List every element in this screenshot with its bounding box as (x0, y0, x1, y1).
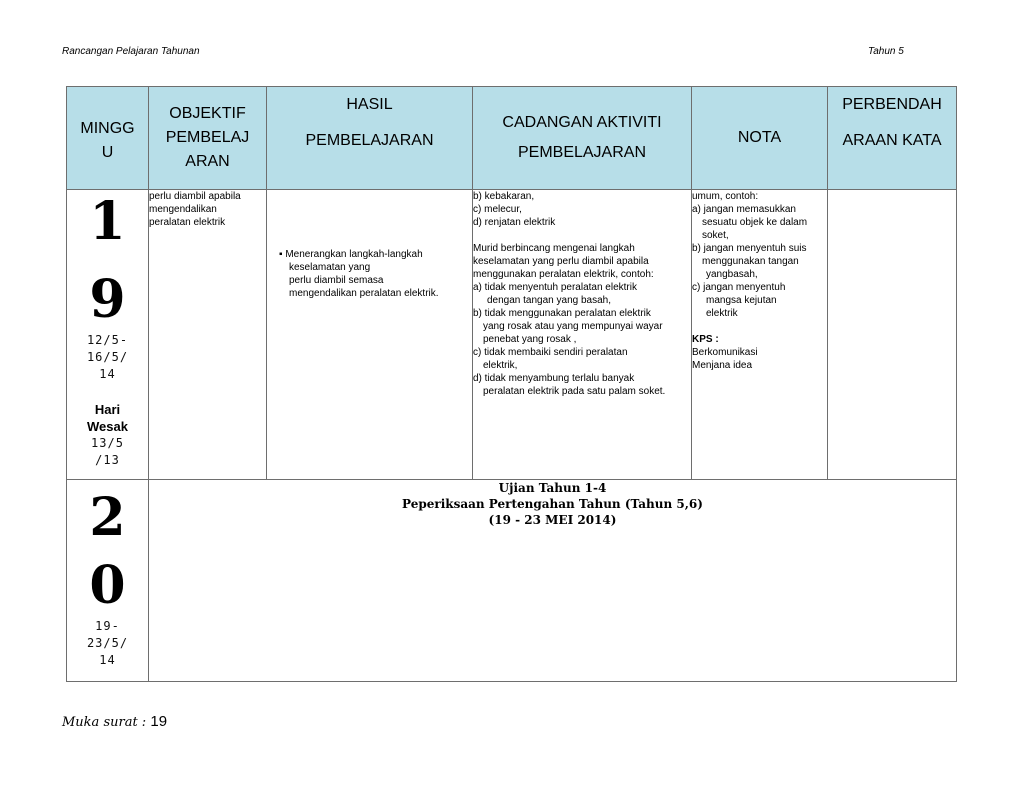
header-minggu-line2: U (101, 144, 114, 161)
exam-title: Ujian Tahun 1-4 (498, 481, 607, 495)
objektif-line: perlu diambil apabila (149, 191, 241, 202)
header-cadangan-line2: PEMBELAJARAN (517, 144, 647, 161)
week-19-digit-1: 1 (89, 191, 126, 252)
week-19-cell (67, 190, 149, 480)
header-hasil-line2: PEMBELAJARAN (305, 132, 434, 149)
kps-label: KPS : (692, 334, 719, 345)
header-cadangan (473, 87, 692, 190)
holiday-date-line1: 13/5 (91, 436, 124, 450)
nota-line: c) jangan menyentuh (692, 282, 786, 293)
header-perbendaharaan-line1: PERBENDAH (842, 96, 942, 113)
week-19-date-line2: 16/5/ (86, 350, 129, 364)
nota-line: a) jangan memasukkan (692, 204, 796, 215)
week-20-digit-2: 0 (89, 555, 126, 616)
cadangan-line: yang rosak atau yang mempunyai wayar (483, 321, 663, 332)
header-perbendaharaan (828, 87, 957, 190)
nota-cell (692, 190, 828, 480)
cadangan-line: penebat yang rosak , (483, 334, 577, 345)
nota-line: yangbasah, (706, 269, 758, 280)
page-number: 19 (150, 713, 168, 730)
header-minggu (67, 87, 149, 190)
header-hasil (267, 87, 473, 190)
nota-line: soket, (702, 230, 729, 241)
cadangan-line: d) renjatan elektrik (473, 217, 556, 228)
page-footer (62, 713, 167, 730)
nota-line: elektrik (706, 308, 738, 319)
holiday-label-line1: Hari (94, 402, 121, 417)
cadangan-line: c) tidak membaiki sendiri peralatan (473, 347, 628, 358)
week-20-cell (67, 480, 149, 682)
week-20-date-line3: 14 (99, 653, 116, 667)
cadangan-line: dengan tangan yang basah, (487, 295, 611, 306)
table-header-row (67, 87, 957, 190)
cadangan-line: d) tidak menyambung terlalu banyak (473, 373, 635, 384)
week-19-date-line3: 14 (99, 367, 116, 381)
nota-line: mangsa kejutan (706, 295, 777, 306)
page-number-label: Muka surat : (62, 715, 147, 730)
cadangan-line: menggunakan peralatan elektrik, contoh: (473, 269, 654, 280)
header-objektif-line3: ARAN (185, 153, 230, 170)
cadangan-line: peralatan elektrik pada satu palam soket. (483, 386, 666, 397)
week-19-digit-2: 9 (89, 269, 126, 330)
kps-item: Berkomunikasi (692, 347, 758, 358)
cadangan-line: Murid berbincang mengenai langkah (473, 243, 635, 254)
cadangan-line: a) tidak menyentuh peralatan elektrik (473, 282, 637, 293)
document-header-title: Rancangan Pelajaran Tahunan (62, 46, 200, 57)
nota-line: menggunakan tangan (702, 256, 799, 267)
exam-notice-cell (149, 480, 957, 682)
header-perbendaharaan-line2: ARAAN KATA (842, 132, 942, 149)
header-objektif-line2: PEMBELAJ (165, 129, 250, 146)
hasil-line: mengendalikan peralatan elektrik. (289, 288, 439, 299)
cadangan-line: b) kebakaran, (473, 191, 535, 202)
week-20-date-line1: 19- (95, 619, 120, 633)
objektif-line: peralatan elektrik (149, 217, 226, 228)
hasil-line: ▪ Menerangkan langkah-langkah (279, 249, 423, 260)
hasil-line: perlu diambil semasa (289, 275, 384, 286)
spacer (692, 320, 827, 333)
nota-line: b) jangan menyentuh suis (692, 243, 807, 254)
week-20-digit-1: 2 (89, 487, 126, 548)
spacer (473, 229, 691, 242)
hasil-line: keselamatan yang (289, 262, 371, 273)
document-header-year: Tahun 5 (868, 46, 904, 57)
header-objektif-line1: OBJEKTIF (169, 105, 246, 122)
cadangan-line: keselamatan yang perlu diambil apabila (473, 256, 649, 267)
perbendaharaan-cell (828, 190, 957, 480)
table-row-week-19 (67, 190, 957, 480)
cadangan-cell (473, 190, 692, 480)
cadangan-line: c) melecur, (473, 204, 522, 215)
hasil-cell (267, 190, 473, 480)
header-hasil-line1: HASIL (346, 96, 393, 113)
exam-dates: (19 - 23 MEI 2014) (488, 513, 617, 527)
nota-line: sesuatu objek ke dalam (702, 217, 808, 228)
exam-subtitle: Peperiksaan Pertengahan Tahun (Tahun 5,6) (402, 497, 703, 511)
week-19-date-line1: 12/5- (86, 333, 129, 347)
holiday-label-line2: Wesak (87, 419, 128, 434)
objektif-line: mengendalikan (149, 204, 217, 215)
cadangan-line: b) tidak menggunakan peralatan elektrik (473, 308, 651, 319)
table-row-week-20 (67, 480, 957, 682)
nota-line: umum, contoh: (692, 191, 759, 202)
week-20-date-line2: 23/5/ (86, 636, 129, 650)
kps-item: Menjana idea (692, 360, 753, 371)
header-nota: NOTA (692, 87, 828, 190)
header-objektif (149, 87, 267, 190)
holiday-date-line2: /13 (95, 453, 120, 467)
header-minggu-line1: MINGG (80, 120, 135, 137)
objektif-cell (149, 190, 267, 480)
lesson-plan-table (66, 86, 957, 682)
cadangan-line: elektrik, (483, 360, 518, 371)
nota-list (692, 190, 827, 320)
header-cadangan-line1: CADANGAN AKTIVITI (502, 114, 662, 131)
cadangan-main-list (473, 242, 691, 398)
